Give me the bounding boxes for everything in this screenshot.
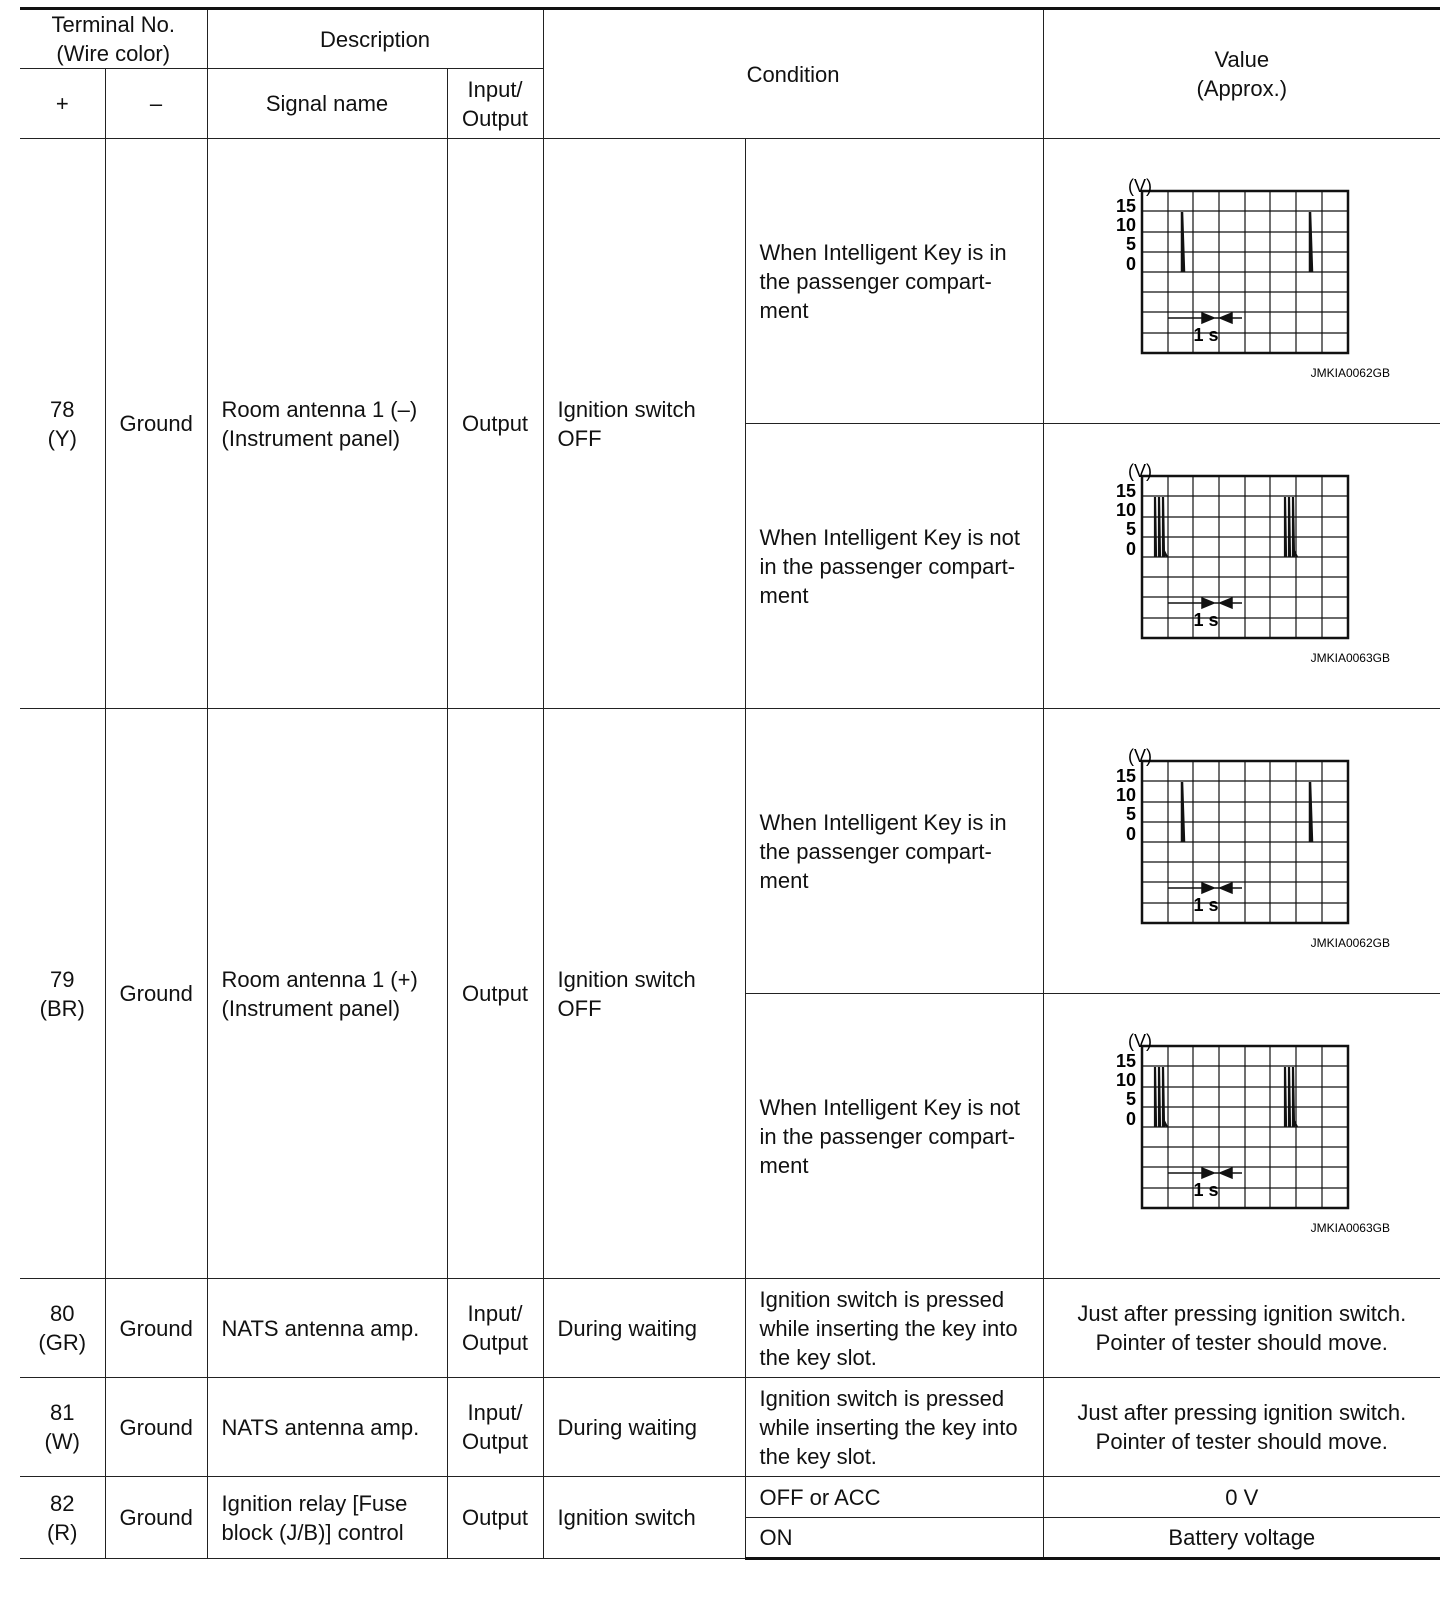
- waveform-cell: [1043, 424, 1440, 709]
- minus-terminal: Ground: [105, 1378, 207, 1477]
- signal-name: NATS antenna amp.: [207, 1279, 447, 1378]
- condition: Ignition switch: [543, 1477, 745, 1559]
- plus-header: +: [20, 69, 105, 139]
- figure-code: JMKIA0063GB: [1310, 651, 1390, 665]
- period-arrow: [1168, 883, 1242, 893]
- terminal-number: 82 (R): [20, 1477, 105, 1559]
- tick-label: 10: [1115, 500, 1136, 520]
- sub-condition: Ignition switch is pressed while inserting the key into the key slot.: [745, 1279, 1043, 1378]
- sub-condition: ON: [745, 1518, 1043, 1559]
- sub-condition: OFF or ACC: [745, 1477, 1043, 1518]
- figure-code: JMKIA0062GB: [1310, 936, 1390, 950]
- io-type: Input/ Output: [447, 1378, 543, 1477]
- tick-label: 5: [1125, 234, 1136, 254]
- sub-condition: Ignition switch is pressed while inserting the key into the key slot.: [745, 1378, 1043, 1477]
- terminal-no-header: Terminal No. (Wire color): [20, 9, 207, 69]
- tick-label: 0: [1125, 824, 1136, 844]
- waveform-cell: [1043, 709, 1440, 994]
- value: Battery voltage: [1043, 1518, 1440, 1559]
- waveform-single-pulse: [1092, 746, 1392, 956]
- pulse-trace: [1182, 782, 1312, 842]
- waveform-cell: [1043, 139, 1440, 424]
- period-label: 1 s: [1193, 610, 1219, 630]
- value: Just after pressing ignition switch. Pointer of tester should move.: [1043, 1378, 1440, 1477]
- tick-label: 0: [1125, 1109, 1136, 1129]
- io-type: Input/ Output: [447, 1279, 543, 1378]
- pulse-trace: [1155, 1067, 1297, 1127]
- terminal-number: 81 (W): [20, 1378, 105, 1477]
- tick-label: 5: [1125, 1089, 1136, 1109]
- figure-code: JMKIA0063GB: [1310, 1221, 1390, 1235]
- value-header: Value (Approx.): [1043, 9, 1440, 139]
- waveform-triple-pulse: [1092, 461, 1392, 671]
- unit-label: (V): [1127, 1031, 1152, 1051]
- tick-label: 10: [1115, 215, 1136, 235]
- pulse-trace: [1182, 212, 1312, 272]
- table-row: [20, 709, 1440, 994]
- tick-label: 15: [1115, 196, 1136, 216]
- period-label: 1 s: [1193, 895, 1219, 915]
- tick-label: 0: [1125, 254, 1136, 274]
- tick-label: 5: [1125, 519, 1136, 539]
- condition: During waiting: [543, 1378, 745, 1477]
- description-header: Description: [207, 9, 543, 69]
- sub-condition: When Intelligent Key is in the passenger compart- ment: [745, 139, 1043, 424]
- input-output-header: Input/ Output: [447, 69, 543, 139]
- condition: During waiting: [543, 1279, 745, 1378]
- period-label: 1 s: [1193, 1180, 1219, 1200]
- tick-label: 10: [1115, 785, 1136, 805]
- table-row: [20, 1279, 1440, 1378]
- period-arrow: [1168, 1168, 1242, 1178]
- tick-label: 0: [1125, 539, 1136, 559]
- minus-terminal: Ground: [105, 1477, 207, 1559]
- tick-label: 15: [1115, 1051, 1136, 1071]
- waveform-single-pulse: [1092, 176, 1392, 386]
- terminal-number: 78 (Y): [20, 139, 105, 709]
- figure-code: JMKIA0062GB: [1310, 366, 1390, 380]
- condition: Ignition switch OFF: [543, 139, 745, 709]
- sub-condition: When Intelligent Key is not in the passenger compart- ment: [745, 424, 1043, 709]
- tick-label: 5: [1125, 804, 1136, 824]
- table-row: [20, 1477, 1440, 1518]
- signal-name: Room antenna 1 (–) (Instrument panel): [207, 139, 447, 709]
- io-type: Output: [447, 1477, 543, 1559]
- value: 0 V: [1043, 1477, 1440, 1518]
- pulse-trace: [1155, 497, 1297, 557]
- terminal-number: 79 (BR): [20, 709, 105, 1279]
- minus-terminal: Ground: [105, 139, 207, 709]
- value: Just after pressing ignition switch. Pointer of tester should move.: [1043, 1279, 1440, 1378]
- tick-label: 15: [1115, 481, 1136, 501]
- table-row: [20, 139, 1440, 424]
- period-arrow: [1168, 598, 1242, 608]
- tick-label: 15: [1115, 766, 1136, 786]
- signal-name: NATS antenna amp.: [207, 1378, 447, 1477]
- minus-terminal: Ground: [105, 1279, 207, 1378]
- io-type: Output: [447, 709, 543, 1279]
- tick-label: 10: [1115, 1070, 1136, 1090]
- sub-condition: When Intelligent Key is in the passenger compart- ment: [745, 709, 1043, 994]
- signal-name: Ignition relay [Fuse block (J/B)] control: [207, 1477, 447, 1559]
- minus-header: –: [105, 69, 207, 139]
- condition-header: Condition: [543, 9, 1043, 139]
- waveform-cell: [1043, 994, 1440, 1279]
- condition: Ignition switch OFF: [543, 709, 745, 1279]
- unit-label: (V): [1127, 746, 1152, 766]
- signal-name: Room antenna 1 (+) (Instrument panel): [207, 709, 447, 1279]
- unit-label: (V): [1127, 176, 1152, 196]
- terminal-spec-table: [20, 7, 1440, 1560]
- terminal-number: 80 (GR): [20, 1279, 105, 1378]
- table-row: [20, 1378, 1440, 1477]
- sub-condition: When Intelligent Key is not in the passenger compart- ment: [745, 994, 1043, 1279]
- unit-label: (V): [1127, 461, 1152, 481]
- signal-name-header: Signal name: [207, 69, 447, 139]
- waveform-triple-pulse: [1092, 1031, 1392, 1241]
- period-label: 1 s: [1193, 325, 1219, 345]
- io-type: Output: [447, 139, 543, 709]
- period-arrow: [1168, 313, 1242, 323]
- minus-terminal: Ground: [105, 709, 207, 1279]
